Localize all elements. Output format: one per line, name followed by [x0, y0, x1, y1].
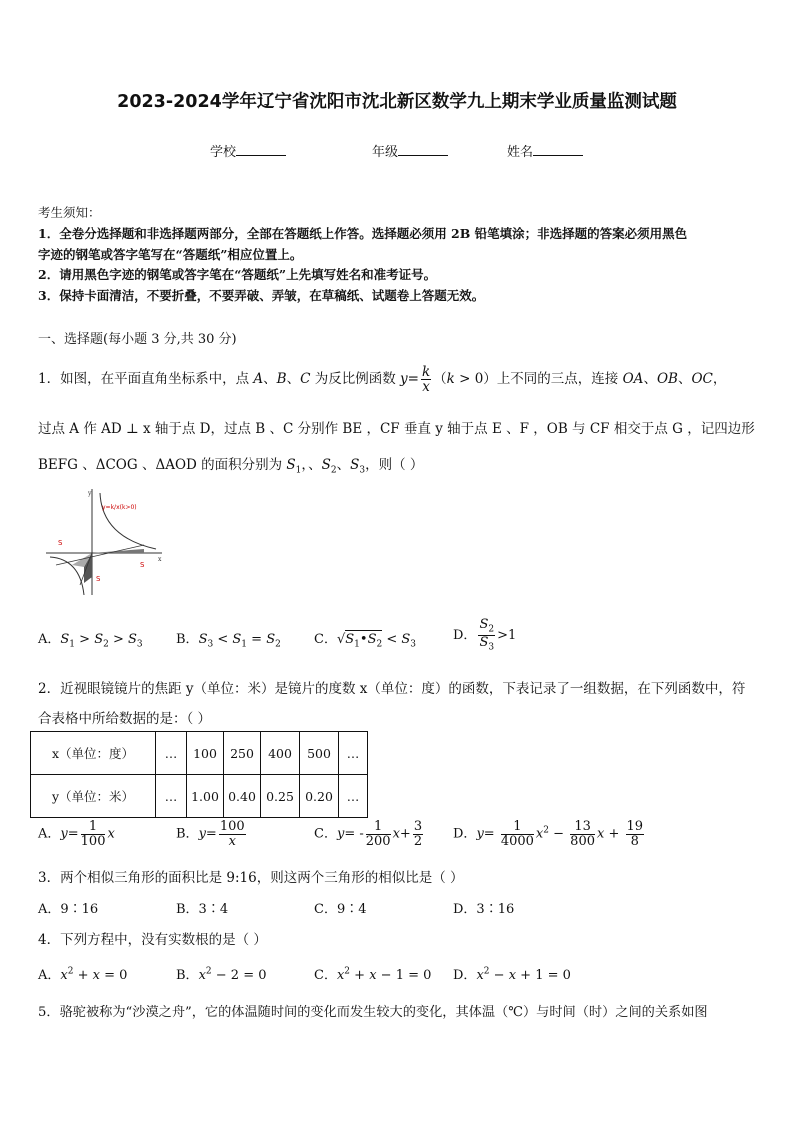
- table-cell: 1.00: [187, 775, 224, 818]
- q1-text-d: BEFG 、ΔCOG 、ΔAOD 的面积分别为: [38, 457, 283, 473]
- school-field[interactable]: [210, 141, 286, 160]
- table-cell: 0.25: [261, 775, 300, 818]
- q1-figure: [44, 487, 166, 597]
- q2-option-b[interactable]: B．y= $\frac{100}{x}$: [176, 819, 245, 849]
- q1-option-b-letter: B．: [176, 632, 199, 647]
- q4-option-d-letter: D．: [453, 968, 477, 983]
- notice-line-1b: 字迹的钢笔或答字笔写在“答题纸”相应位置上。: [38, 247, 303, 262]
- name-field[interactable]: [507, 141, 583, 160]
- table-cell: 400: [261, 732, 300, 775]
- name-blank[interactable]: [533, 143, 583, 156]
- label-s1: S: [96, 575, 101, 583]
- table-row: [31, 775, 368, 818]
- label-s3: S: [140, 561, 145, 569]
- figure-function-label: y=k/x(k>0): [102, 504, 137, 511]
- q2-line-2: 合表格中所给数据的是：（ ）: [38, 711, 212, 727]
- label-s2: S: [58, 539, 63, 547]
- table-cell: 100: [187, 732, 224, 775]
- q3-option-d[interactable]: D．3∶16: [453, 902, 515, 917]
- q1-text-e: ，则（ ）: [365, 457, 424, 473]
- q1-line-1: 1．如图，在平面直角坐标系中，点 A、B、C 为反比例函数 y= $\frac{k}{x}$ （k > 0）上不同的三点，连接 OA、OB、OC，: [38, 364, 727, 396]
- q2-option-a-letter: A．: [38, 826, 61, 842]
- notice-heading: 考生须知：: [38, 205, 101, 220]
- q2-option-c[interactable]: C．y= - $\frac{1}{200}$ x+ $\frac{3}{2}$: [314, 819, 423, 849]
- q3-option-a[interactable]: A．9∶16: [38, 902, 99, 917]
- notice-line-1a: 1．全卷分选择题和非选择题两部分，全部在答题纸上作答。选择题必须用 2B 铅笔填涂；非选择题的答案必须用黑色: [38, 226, 688, 241]
- q4-option-c[interactable]: C．$x^2 + x - 1 = 0$: [314, 966, 432, 983]
- q1-text-a: 1．如图，在平面直角坐标系中，点: [38, 371, 250, 388]
- name-label: 姓名: [507, 145, 534, 160]
- q1-text-b: 为反比例函数: [314, 371, 396, 388]
- row2-label: y（单位：米）: [31, 775, 156, 818]
- q1-option-a-letter: A．: [38, 632, 61, 647]
- grade-field[interactable]: [372, 141, 448, 160]
- q4-option-b[interactable]: B．$x^2 - 2 = 0$: [176, 966, 267, 983]
- q1-option-b[interactable]: B．$S_3 < S_1 = S_2$: [176, 632, 281, 650]
- q2-table: [30, 731, 368, 818]
- notice-line-2: 2．请用黑色字迹的钢笔或答字笔在“答题纸”上先填写姓名和准考证号。: [38, 267, 437, 282]
- table-cell: 250: [224, 732, 261, 775]
- school-label: 学校: [210, 145, 237, 160]
- q1-text-c: 上不同的三点，连接: [496, 371, 619, 388]
- line-oa: [56, 545, 144, 565]
- q4-option-a[interactable]: A．$x^2 + x = 0$: [38, 966, 128, 983]
- table-cell: 0.20: [300, 775, 339, 818]
- q1-option-c-letter: C．: [314, 632, 337, 647]
- q2-option-d[interactable]: D．y= $\frac{1}{4000}$ $x^2$ − $\frac{13}{800}$ x + $\frac{19}{8}$: [453, 819, 644, 849]
- q1-option-d-letter: D．: [453, 628, 477, 644]
- table-cell: …: [156, 732, 187, 775]
- notice-line-3: 3．保持卡面清洁，不要折叠，不要弄破、弄皱，在草稿纸、试题卷上答题无效。: [38, 288, 485, 303]
- q1-option-c[interactable]: C．$√S_1•S_2 < S_3$: [314, 632, 417, 650]
- table-cell: 0.40: [224, 775, 261, 818]
- q5-stem: 5．骆驼被称为“沙漠之舟”，它的体温随时间的变化而发生较大的变化，其体温（℃）与时间（时）之间的关系如图: [38, 1005, 708, 1020]
- school-blank[interactable]: [236, 143, 286, 156]
- q4-stem: 4．下列方程中，没有实数根的是（ ）: [38, 932, 267, 948]
- q2-line-1: 2．近视眼镜镜片的焦距 y（单位：米）是镜片的度数 x（单位：度）的函数，下表记录了一组数据，在下列函数中，符: [38, 681, 746, 697]
- label-x: x: [158, 556, 162, 563]
- table-cell: …: [156, 775, 187, 818]
- table-cell: …: [339, 775, 368, 818]
- grade-blank[interactable]: [398, 143, 448, 156]
- q2-option-c-letter: C．: [314, 826, 337, 842]
- grade-label: 年级: [372, 145, 399, 160]
- table-row: [31, 732, 368, 775]
- q4-option-a-letter: A．: [38, 968, 61, 983]
- hyperbola-branch-1: [100, 493, 156, 549]
- q3-option-b[interactable]: B．3∶4: [176, 902, 229, 917]
- page-title: 2023-2024学年辽宁省沈阳市沈北新区数学九上期末学业质量监测试题: [117, 92, 677, 112]
- q3-stem: 3．两个相似三角形的面积比是 9:16，则这两个三角形的相似比是（ ）: [38, 870, 464, 886]
- q2-option-a[interactable]: A．y= $\frac{1}{100}$ x: [38, 819, 115, 849]
- q1-option-d[interactable]: D． $\frac{S_2}{S_3}$ >1: [453, 617, 517, 653]
- row1-label: x（单位：度）: [31, 732, 156, 775]
- label-y: y: [88, 490, 92, 497]
- q2-option-b-letter: B．: [176, 826, 199, 842]
- q3-option-c[interactable]: C．9∶4: [314, 902, 367, 917]
- q1-line-3: BEFG 、ΔCOG 、ΔAOD 的面积分别为 $S_1$，、$S_2$、$S_3$，则（ ）: [38, 457, 424, 476]
- table-cell: …: [339, 732, 368, 775]
- q4-option-b-letter: B．: [176, 968, 199, 983]
- q4-option-d[interactable]: D．$x^2 - x + 1 = 0$: [453, 966, 571, 983]
- q1-option-a[interactable]: A．$S_1 > S_2 > S_3$: [38, 632, 143, 650]
- q1-line-2: 过点 A 作 AD ⊥ x 轴于点 D，过点 B 、C 分别作 BE ，CF 垂直 y 轴于点 E 、F ，OB 与 CF 相交于点 G ，记四边形: [38, 421, 755, 437]
- q2-option-d-letter: D．: [453, 826, 477, 842]
- q4-option-c-letter: C．: [314, 968, 337, 983]
- section-heading: 一、选择题(每小题 3 分,共 30 分): [38, 332, 237, 347]
- table-cell: 500: [300, 732, 339, 775]
